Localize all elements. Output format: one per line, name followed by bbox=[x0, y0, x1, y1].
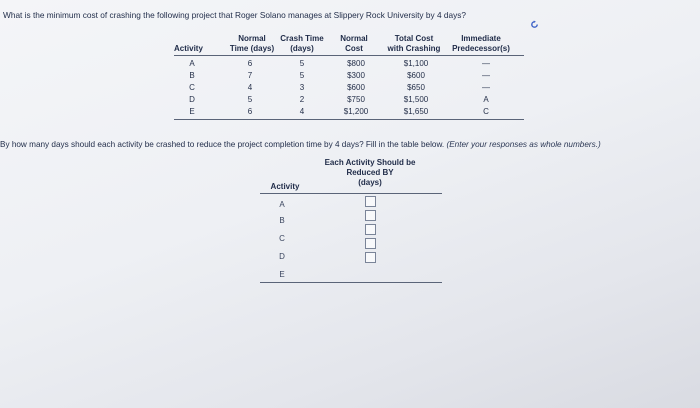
answer-table bbox=[260, 158, 445, 288]
reduce-days-input-d[interactable] bbox=[365, 238, 376, 249]
cell-normal-cost: $800 bbox=[347, 59, 365, 68]
instruction-hint: (Enter your responses as whole numbers.) bbox=[446, 140, 601, 149]
cell-normal-time: 5 bbox=[247, 95, 253, 104]
cell-activity: B bbox=[189, 71, 195, 80]
cell-normal-cost: $600 bbox=[347, 83, 365, 92]
answer-header-divider bbox=[260, 193, 442, 194]
reduce-days-input-c[interactable] bbox=[365, 224, 376, 235]
cell-crash-time: 3 bbox=[299, 83, 305, 92]
answer-activity-label: C bbox=[279, 234, 285, 243]
reduce-days-input-e[interactable] bbox=[365, 252, 376, 263]
header-normal-time-1: Normal bbox=[238, 34, 266, 43]
cell-predecessor: C bbox=[483, 107, 489, 116]
header-normal-cost-1: Normal bbox=[340, 34, 368, 43]
header-activity: Activity bbox=[174, 44, 203, 53]
refresh-icon[interactable] bbox=[530, 20, 539, 29]
cell-normal-time: 6 bbox=[247, 59, 253, 68]
cell-total-cost: $1,500 bbox=[403, 95, 429, 104]
header-predecessor-2: Predecessor(s) bbox=[452, 44, 510, 53]
cell-crash-time: 5 bbox=[299, 71, 305, 80]
cell-total-cost: $1,650 bbox=[403, 107, 429, 116]
answer-activity-label: B bbox=[279, 216, 285, 225]
cell-activity: C bbox=[189, 83, 195, 92]
cell-activity: E bbox=[189, 107, 195, 116]
table-bottom-divider bbox=[174, 119, 524, 120]
header-total-cost-1: Total Cost bbox=[394, 34, 434, 43]
answer-header-activity: Activity bbox=[270, 182, 300, 191]
cell-total-cost: $1,100 bbox=[403, 59, 429, 68]
cell-predecessor: A bbox=[483, 95, 489, 104]
cell-normal-time: 6 bbox=[247, 107, 253, 116]
answer-bottom-divider bbox=[260, 282, 442, 283]
cell-crash-time: 4 bbox=[299, 107, 305, 116]
header-normal-time-2: Time (days) bbox=[229, 44, 275, 53]
question-text: What is the minimum cost of crashing the following project that Roger Solano manages at Slippery Rock University by 4 days? bbox=[3, 10, 466, 20]
cell-normal-time: 7 bbox=[247, 71, 253, 80]
cell-normal-cost: $750 bbox=[347, 95, 365, 104]
header-normal-cost-2: Cost bbox=[345, 44, 363, 53]
header-divider bbox=[174, 55, 524, 56]
cell-activity: D bbox=[189, 95, 195, 104]
cell-crash-time: 2 bbox=[299, 95, 305, 104]
reduce-days-input-b[interactable] bbox=[365, 210, 376, 221]
cell-predecessor: — bbox=[482, 59, 490, 68]
answer-header-reduce-2: Reduced BY bbox=[346, 168, 394, 177]
answer-activity-label: D bbox=[279, 252, 285, 261]
cell-predecessor: — bbox=[482, 71, 490, 80]
header-total-cost-2: with Crashing bbox=[387, 44, 441, 53]
header-crash-time-2: (days) bbox=[290, 44, 314, 53]
cell-total-cost: $600 bbox=[407, 71, 425, 80]
instruction-text bbox=[0, 140, 601, 149]
answer-activity-label: A bbox=[279, 200, 285, 209]
cell-predecessor: — bbox=[482, 83, 490, 92]
cell-normal-time: 4 bbox=[247, 83, 253, 92]
cell-normal-cost: $1,200 bbox=[343, 107, 369, 116]
cell-normal-cost: $300 bbox=[347, 71, 365, 80]
cell-activity: A bbox=[189, 59, 195, 68]
answer-header-reduce-1: Each Activity Should be bbox=[324, 158, 416, 167]
cell-total-cost: $650 bbox=[407, 83, 425, 92]
instruction-main: By how many days should each activity be crashed to reduce the project completion time by 4 days? Fill in the table below. bbox=[0, 140, 445, 149]
reduce-days-input-a[interactable] bbox=[365, 196, 376, 207]
cell-crash-time: 5 bbox=[299, 59, 305, 68]
header-predecessor-1: Immediate bbox=[461, 34, 501, 43]
answer-activity-label: E bbox=[279, 270, 285, 279]
header-crash-time-1: Crash Time bbox=[280, 34, 324, 43]
answer-header-reduce-3: (days) bbox=[358, 178, 382, 187]
